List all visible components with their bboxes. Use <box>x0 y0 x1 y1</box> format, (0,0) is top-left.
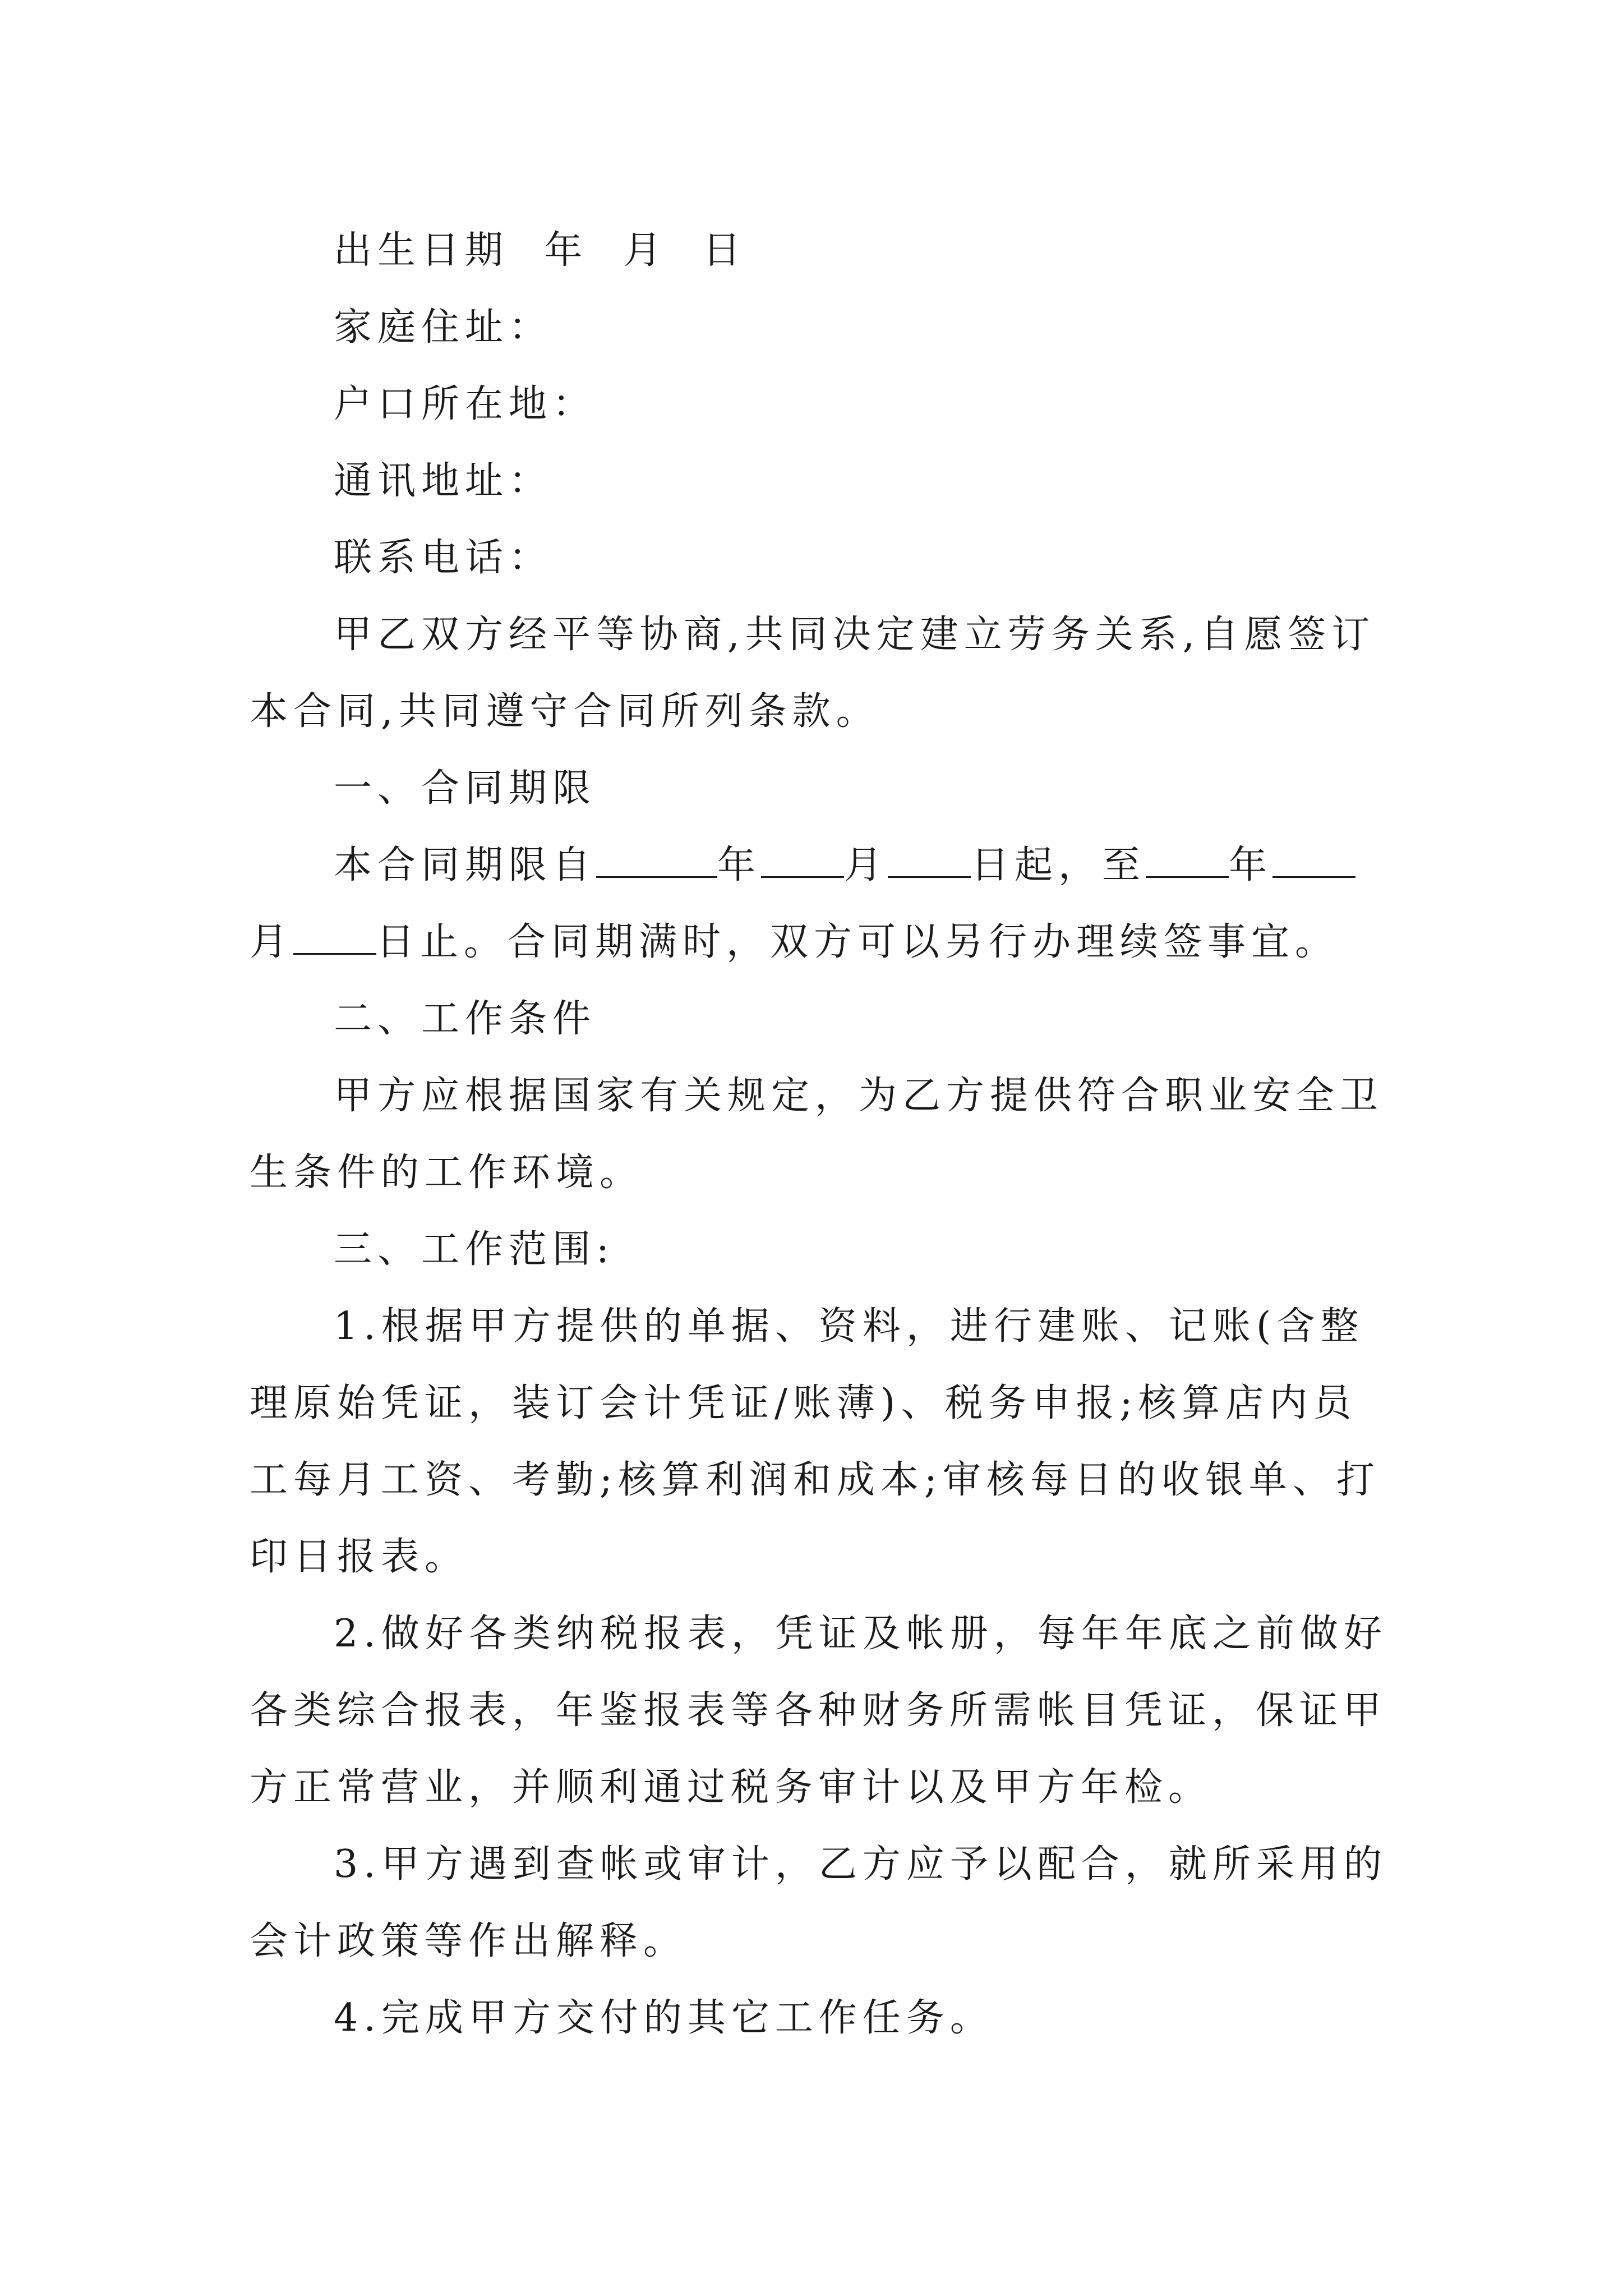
work-conditions-paragraph: 甲方应根据国家有关规定，为乙方提供符合职业安全卫生条件的工作环境。 <box>250 1074 1384 1195</box>
hukou-location-field: 户口所在地： <box>334 382 597 426</box>
home-address-field: 家庭住址： <box>334 305 553 349</box>
end-year-blank <box>1146 844 1229 878</box>
term-text-month: 月 <box>844 843 888 887</box>
start-year-blank <box>596 844 717 878</box>
term-text-start: 本合同期限自 <box>334 843 597 887</box>
term-text-end: 日止。合同期满时，双方可以另行办理续签事宜。 <box>376 920 1339 964</box>
work-scope-item-1: 1.根据甲方提供的单据、资料，进行建账、记账(含整理原始凭证，装订会计凭证/账薄)、税务申报;核算店内员工每月工资、考勤;核算利润和成本;审核每日的收银单、打印日报表。 <box>250 1304 1380 1579</box>
phone-field: 联系电话： <box>334 536 553 580</box>
section-2-heading: 二、工作条件 <box>334 997 597 1041</box>
term-text-end-month: 月 <box>250 920 294 964</box>
section-3-heading: 三、工作范围: <box>334 1227 615 1272</box>
mailing-address-field: 通讯地址： <box>334 459 553 503</box>
start-month-blank <box>761 844 844 878</box>
term-text-year: 年 <box>717 843 762 887</box>
start-day-blank <box>888 844 971 878</box>
work-scope-item-4: 4.完成甲方交付的其它工作任务。 <box>334 1996 994 2040</box>
end-month-blank <box>1272 844 1355 878</box>
intro-paragraph: 甲乙双方经平等协商,共同决定建立劳务关系,自愿签订本合同,共同遵守合同所列条款。 <box>250 613 1376 734</box>
section-1-heading: 一、合同期限 <box>334 766 597 811</box>
contract-term-paragraph <box>250 827 1391 981</box>
work-scope-item-3: 3.甲方遇到查帐或审计，乙方应予以配合，就所采用的会计政策等作出解释。 <box>250 1842 1387 1963</box>
term-text-from: 日起，至 <box>971 843 1146 887</box>
end-day-blank <box>293 921 376 955</box>
term-text-end-year: 年 <box>1229 843 1273 887</box>
work-scope-item-2: 2.做好各类纳税报表，凭证及帐册，每年年底之前做好各类综合报表，年鉴报表等各种财务所需帐目凭证，保证甲方正常营业，并顺利通过税务审计以及甲方年检。 <box>250 1612 1387 1810</box>
birth-date-field: 出生日期 年 月 日 <box>334 228 746 273</box>
document-body <box>250 212 1391 2056</box>
